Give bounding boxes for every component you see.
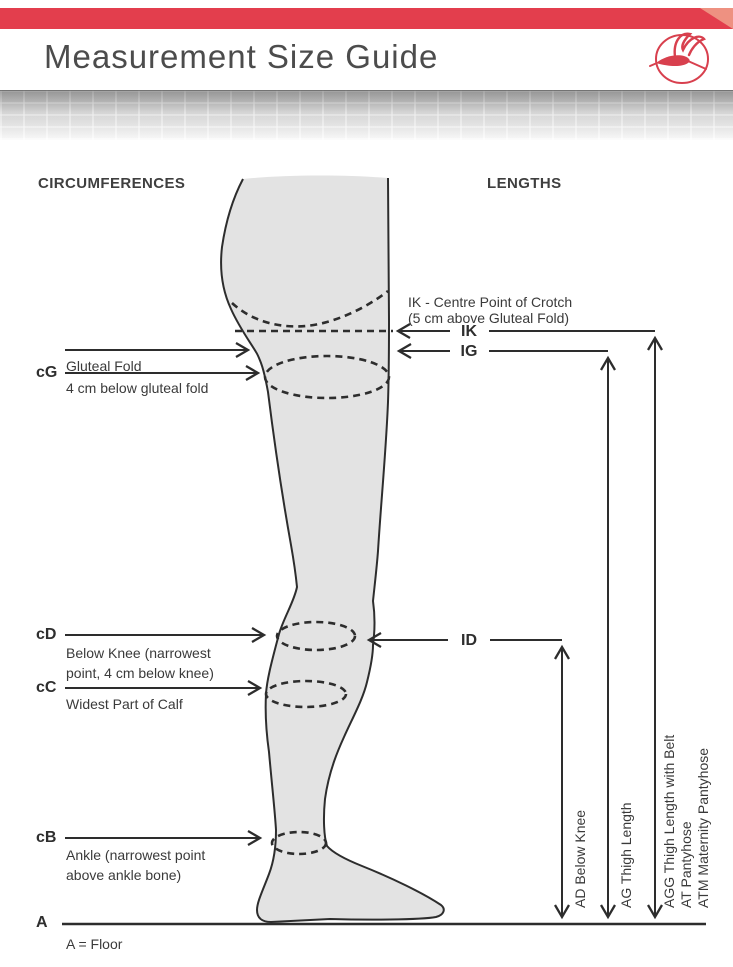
ik-code: IK [461,323,477,340]
agg-length-label [661,735,712,908]
leg-silhouette [221,175,444,922]
cd-code: cD [36,626,57,643]
page-title: Measurement Size Guide [44,38,439,75]
cd-label-line2: point, 4 cm below knee) [66,665,214,681]
circumferences-heading: CIRCUMFERENCES [38,175,186,192]
cb-code: cB [36,829,57,846]
lengths-heading: LENGTHS [487,175,562,192]
agg-length-label-line3: ATM Maternity Pantyhose [695,747,711,908]
cc-code: cC [36,679,57,696]
cc-label: Widest Part of Calf [66,696,183,712]
agg-length-label-line1: AGG Thigh Length with Belt [661,734,677,908]
cb-label-line2: above ankle bone) [66,867,182,883]
ad-length-label: AD Below Knee [572,809,588,908]
floor-code: A [36,914,48,931]
cb-label [66,845,205,885]
ig-code: IG [460,343,478,360]
agg-length-label-line2: AT Pantyhose [678,821,694,908]
crotch-note-line2: (5 cm above Gluteal Fold) [408,310,570,326]
cb-label-line1: Ankle (narrowest point [66,847,206,863]
floor-label: A = Floor [66,936,123,952]
gluteal-fold-label: Gluteal Fold [66,358,142,374]
id-code: ID [461,632,477,649]
ag-length-label: AG Thigh Length [618,802,634,908]
cg-label: 4 cm below gluteal fold [66,380,209,396]
cd-label [66,643,214,683]
crotch-note [408,294,572,326]
cg-code: cG [36,364,58,381]
crotch-note-line1: IK - Centre Point of Crotch [408,294,573,310]
cd-label-line1: Below Knee (narrowest [66,645,211,661]
